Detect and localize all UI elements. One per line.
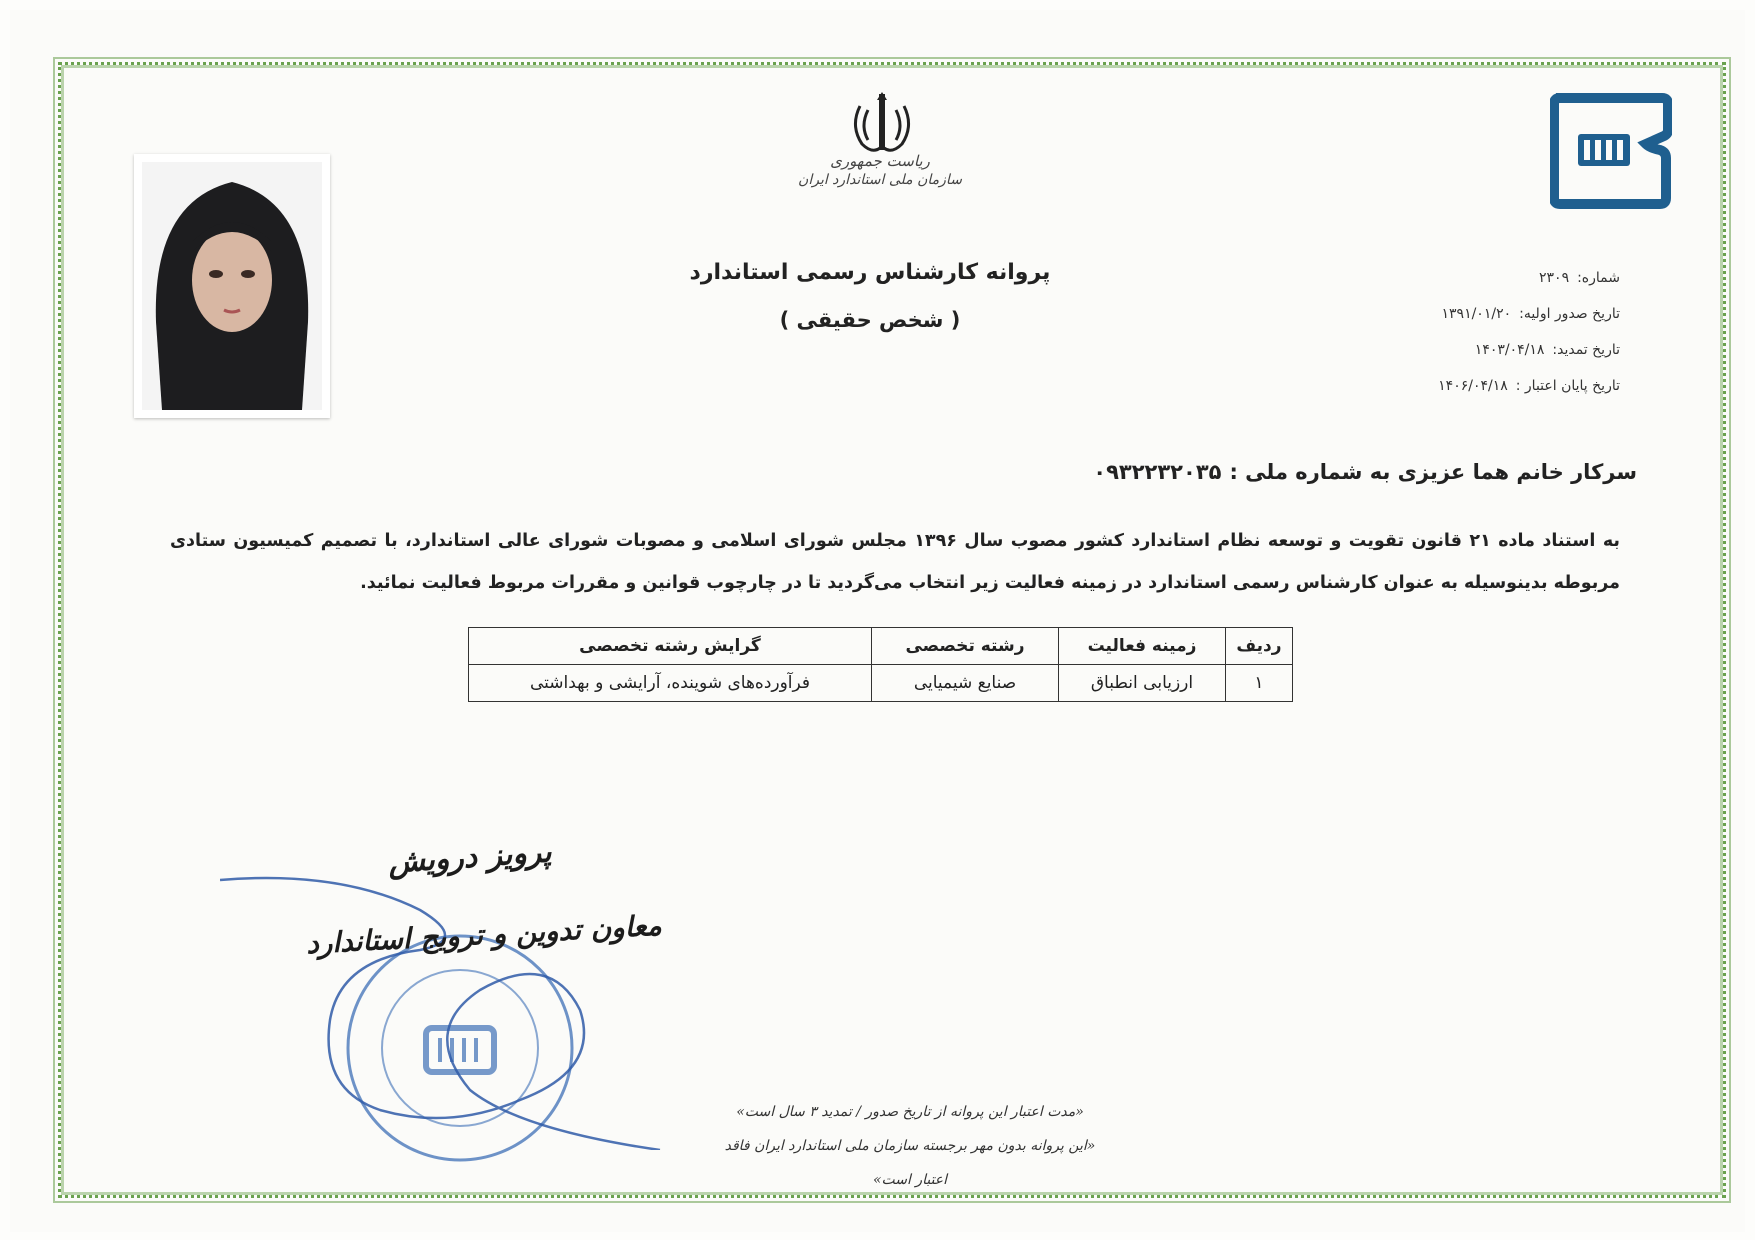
table-cell: فرآورده‌های شوینده، آرایشی و بهداشتی [469, 665, 872, 702]
table-header-row [469, 628, 1293, 665]
meta-renewal-date [1280, 340, 1620, 376]
meta-issue-value: ۱۳۹۱/۰۱/۲۰ [1441, 306, 1512, 322]
signatory-title: معاون تدوین و ترویج استاندارد [305, 908, 663, 961]
addressee-line [737, 460, 1637, 484]
table-header-cell: زمینه فعالیت [1059, 628, 1226, 665]
meta-issue-date [1280, 304, 1620, 340]
meta-expiry-value: ۱۴۰۶/۰۴/۱۸ [1438, 378, 1508, 394]
activity-table [468, 627, 1293, 702]
table-row [469, 665, 1293, 702]
meta-expiry-date [1280, 376, 1620, 412]
emblem-caption-line2: سازمان ملی استاندارد ایران [798, 172, 962, 188]
meta-issue-label: تاریخ صدور اولیه: [1519, 306, 1620, 322]
iran-emblem-icon [846, 88, 918, 160]
certificate-sheet [10, 10, 1745, 1232]
holder-photo [134, 154, 330, 418]
table-cell: ارزیابی انطباق [1059, 665, 1226, 702]
isiri-logo-icon [1550, 90, 1672, 212]
table-cell: ۱ [1226, 665, 1293, 702]
table-header-cell: رشته تخصصی [872, 628, 1059, 665]
meta-number [1280, 268, 1620, 304]
meta-number-label: شماره: [1577, 270, 1620, 286]
note-seal-requirement: «این پروانه بدون مهر برجسته سازمان ملی استاندارد ایران فاقد اعتبار است» [724, 1138, 1096, 1188]
table-header-cell: گرایش رشته تخصصی [469, 628, 872, 665]
certificate-meta [1280, 268, 1620, 412]
emblem-caption [790, 152, 970, 188]
certificate-title: پروانه کارشناس رسمی استاندارد [689, 260, 1051, 285]
table-header-cell: ردیف [1226, 628, 1293, 665]
footer-notes [710, 1095, 1110, 1197]
addressee-label: سرکار خانم هما عزیزی به شماره ملی : [1229, 460, 1637, 484]
meta-number-value: ۲۳۰۹ [1539, 270, 1570, 286]
meta-expiry-label: تاریخ پایان اعتبار : [1515, 378, 1620, 394]
body-paragraph: به استناد ماده ۲۱ قانون تقویت و توسعه نظام استاندارد کشور مصوب سال ۱۳۹۶ مجلس شورای اسلامی و مصوبات شورای عالی استاندارد، با تصمیم کمیسیون ستادی مربوطه بدینوسیله به عنوان کارشناس رسمی استاندارد در زمینه فعالیت زیر انتخاب می‌گردید تا در چارچوب قوانین و مقررات مربوط فعالیت نمائید. [170, 531, 1621, 593]
meta-renewal-value: ۱۴۰۳/۰۴/۱۸ [1474, 342, 1545, 358]
national-id: ۰۹۳۲۲۳۲۰۳۵ [1093, 460, 1222, 484]
signatory-name: پرویز درویش [386, 834, 553, 881]
emblem-caption-line1: ریاست جمهوری [830, 152, 930, 170]
certificate-subtitle: ( شخص حقیقی ) [779, 308, 961, 332]
table-cell: صنایع شیمیایی [872, 665, 1059, 702]
note-validity: «مدت اعتبار این پروانه از تاریخ صدور / تمدید ۳ سال است» [736, 1104, 1084, 1120]
meta-renewal-label: تاریخ تمدید: [1552, 342, 1620, 358]
